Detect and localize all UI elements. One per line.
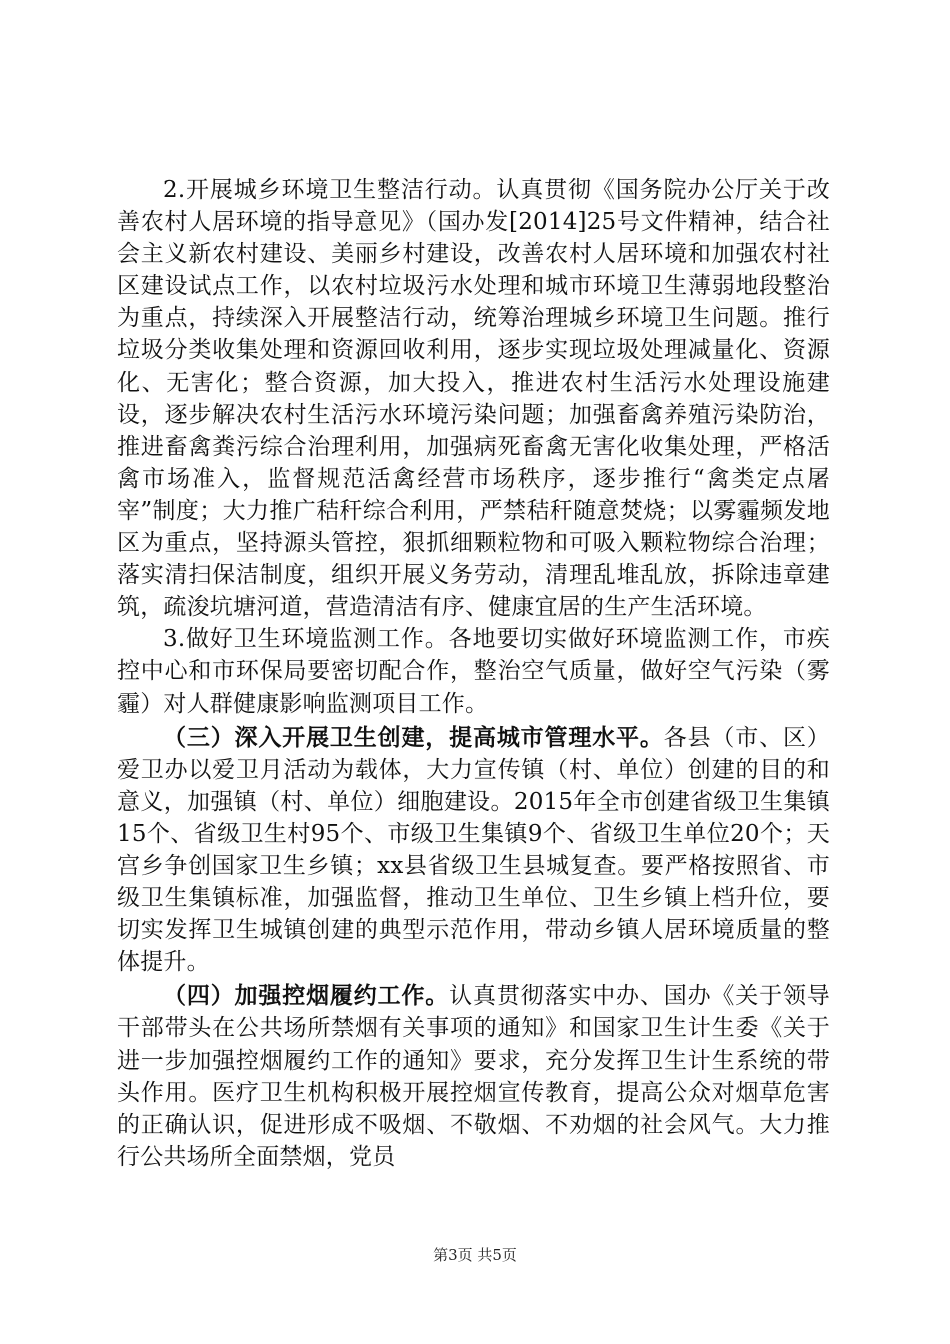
paragraph-sanitation-campaign xyxy=(117,174,830,623)
paragraph-text: 各县（市、区）爱卫办以爱卫月活动为载体，大力宣传镇（村、单位）创建的目的和意义，加强镇（村、单位）细胞建设。2015年全市创建省级卫生集镇15个、省级卫生村95个、市级卫生集镇9个、省级卫生单位20个；天宫乡争创国家卫生乡镇；xx县省级卫生县城复查。要严格按照省、市级卫生集镇标准，加强监督，推动卫生单位、卫生乡镇上档升位，要切实发挥卫生城镇创建的典型示范作用，带动乡镇人居环境质量的整体提升。 xyxy=(117,724,830,976)
document-body xyxy=(117,174,830,1173)
section-heading-four: （四）加强控烟履约工作。 xyxy=(163,983,450,1010)
paragraph-text: 3.做好卫生环境监测工作。各地要切实做好环境监测工作，市疾控中心和市环保局要密切配合作，整治空气质量，做好空气污染（雾霾）对人群健康影响监测项目工作。 xyxy=(117,626,830,717)
paragraph-health-creation xyxy=(117,722,830,979)
paragraph-text: 认真贯彻落实中办、国办《关于领导干部带头在公共场所禁烟有关事项的通知》和国家卫生计生委《关于进一步加强控烟履约工作的通知》要求，充分发挥卫生计生系统的带头作用。医疗卫生机构积极开展控烟宣传教育，提高公众对烟草危害的正确认识，促进形成不吸烟、不敬烟、不劝烟的社会风气。大力推行公共场所全面禁烟，党员 xyxy=(117,983,831,1170)
paragraph-tobacco-control xyxy=(117,980,830,1173)
paragraph-text: 2.开展城乡环境卫生整洁行动。认真贯彻《国务院办公厅关于改善农村人居环境的指导意见》（国办发[2014]25号文件精神，结合社会主义新农村建设、美丽乡村建设，改善农村人居环境和加强农村社区建设试点工作，以农村垃圾污水处理和城市环境卫生薄弱地段整治为重点，持续深入开展整洁行动，统筹治理城乡环境卫生问题。推行垃圾分类收集处理和资源回收利用，逐步实现垃圾处理减量化、资源化、无害化；整合资源，加大投入，推进农村生活污水处理设施建设，逐步解决农村生活污水环境污染问题；加强畜禽养殖污染防治，推进畜禽粪污综合治理利用，加强病死畜禽无害化收集处理，严格活禽市场准入，监督规范活禽经营市场秩序，逐步推行“禽类定点屠宰”制度；大力推广秸秆综合利用，严禁秸秆随意焚烧；以雾霾频发地区为重点，坚持源头管控，狠抓细颗粒物和可吸入颗粒物综合治理；落实清扫保洁制度，组织开展义务劳动，清理乱堆乱放，拆除违章建筑，疏浚坑塘河道，营造清洁有序、健康宜居的生产生活环境。 xyxy=(117,177,830,621)
section-heading-three: （三）深入开展卫生创建，提高城市管理水平。 xyxy=(163,724,664,751)
page-number-footer: 第3页 共5页 xyxy=(433,1246,517,1264)
paragraph-environment-monitoring xyxy=(117,623,830,719)
